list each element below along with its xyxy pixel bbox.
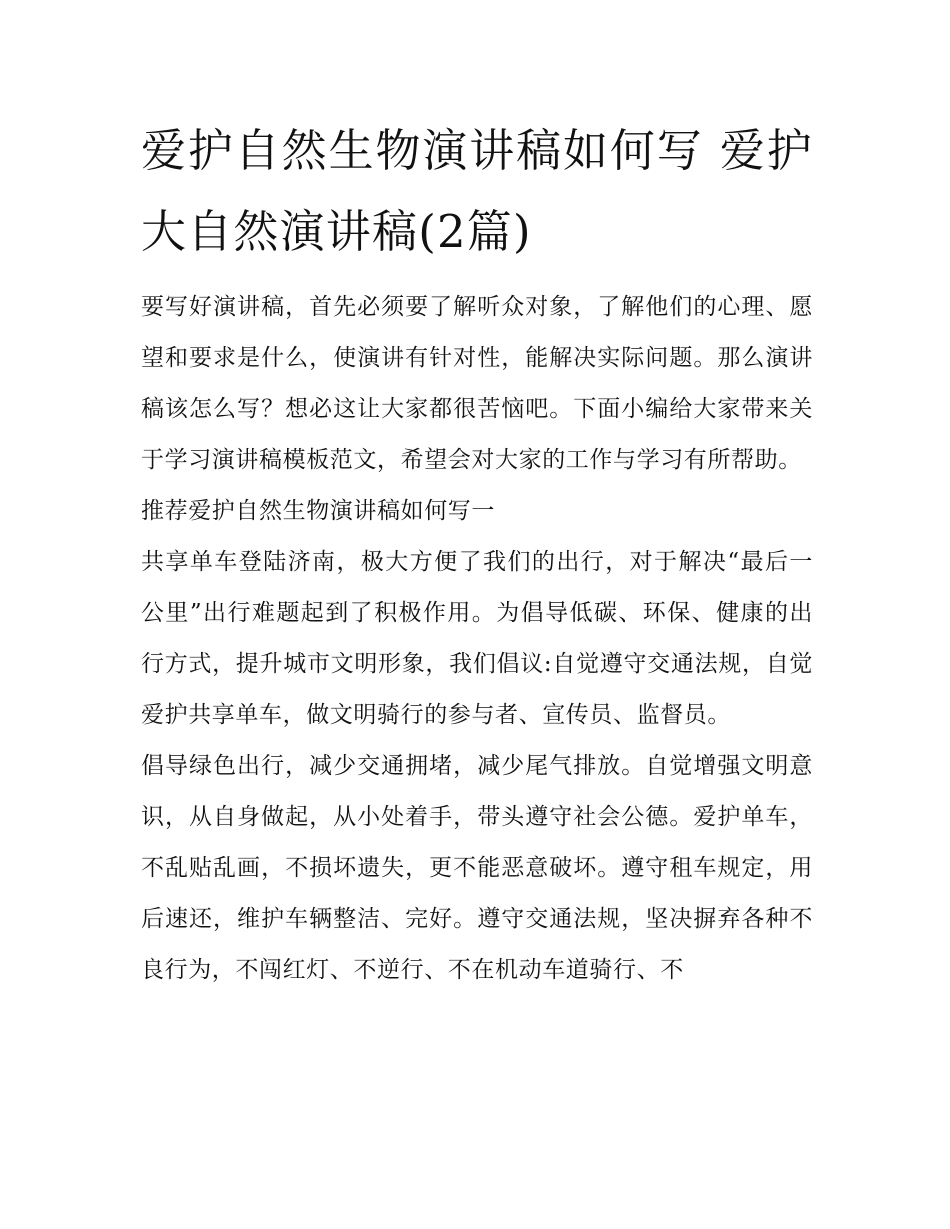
intro-paragraph: 要写好演讲稿，首先必须要了解听众对象，了解他们的心理、愿望和要求是什么，使演讲有针对性，能解决实际问题。那么演讲稿该怎么写？想必这让大家都很苦恼吧。下面小编给大家带来关于学习演讲稿模板范文，希望会对大家的工作与学习有所帮助。 bbox=[141, 294, 813, 473]
document-title: 爱护自然生物演讲稿如何写 爱护大自然演讲稿(2篇) bbox=[141, 124, 813, 258]
body-paragraph: 共享单车登陆济南，极大方便了我们的出行，对于解决“最后一公里”出行难题起到了积极作用。为倡导低碳、环保、健康的出行方式，提升城市文明形象，我们倡议:自觉遵守交通法规，自觉爱护共享单车，做文明骑行的参与者、宣传员、监督员。 bbox=[141, 549, 813, 728]
document-body bbox=[141, 110, 813, 996]
body-paragraph: 倡导绿色出行，减少交通拥堵，减少尾气排放。自觉增强文明意识，从自身做起，从小处着手，带头遵守社会公德。爱护单车，不乱贴乱画，不损坏遗失，更不能恶意破坏。遵守租车规定，用后速还，维护车辆整洁、完好。遵守交通法规，坚决摒弃各种不良行为，不闯红灯、不逆行、不在机动车道骑行、不 bbox=[141, 753, 813, 983]
section-heading: 推荐爱护自然生物演讲稿如何写一 bbox=[141, 498, 495, 524]
